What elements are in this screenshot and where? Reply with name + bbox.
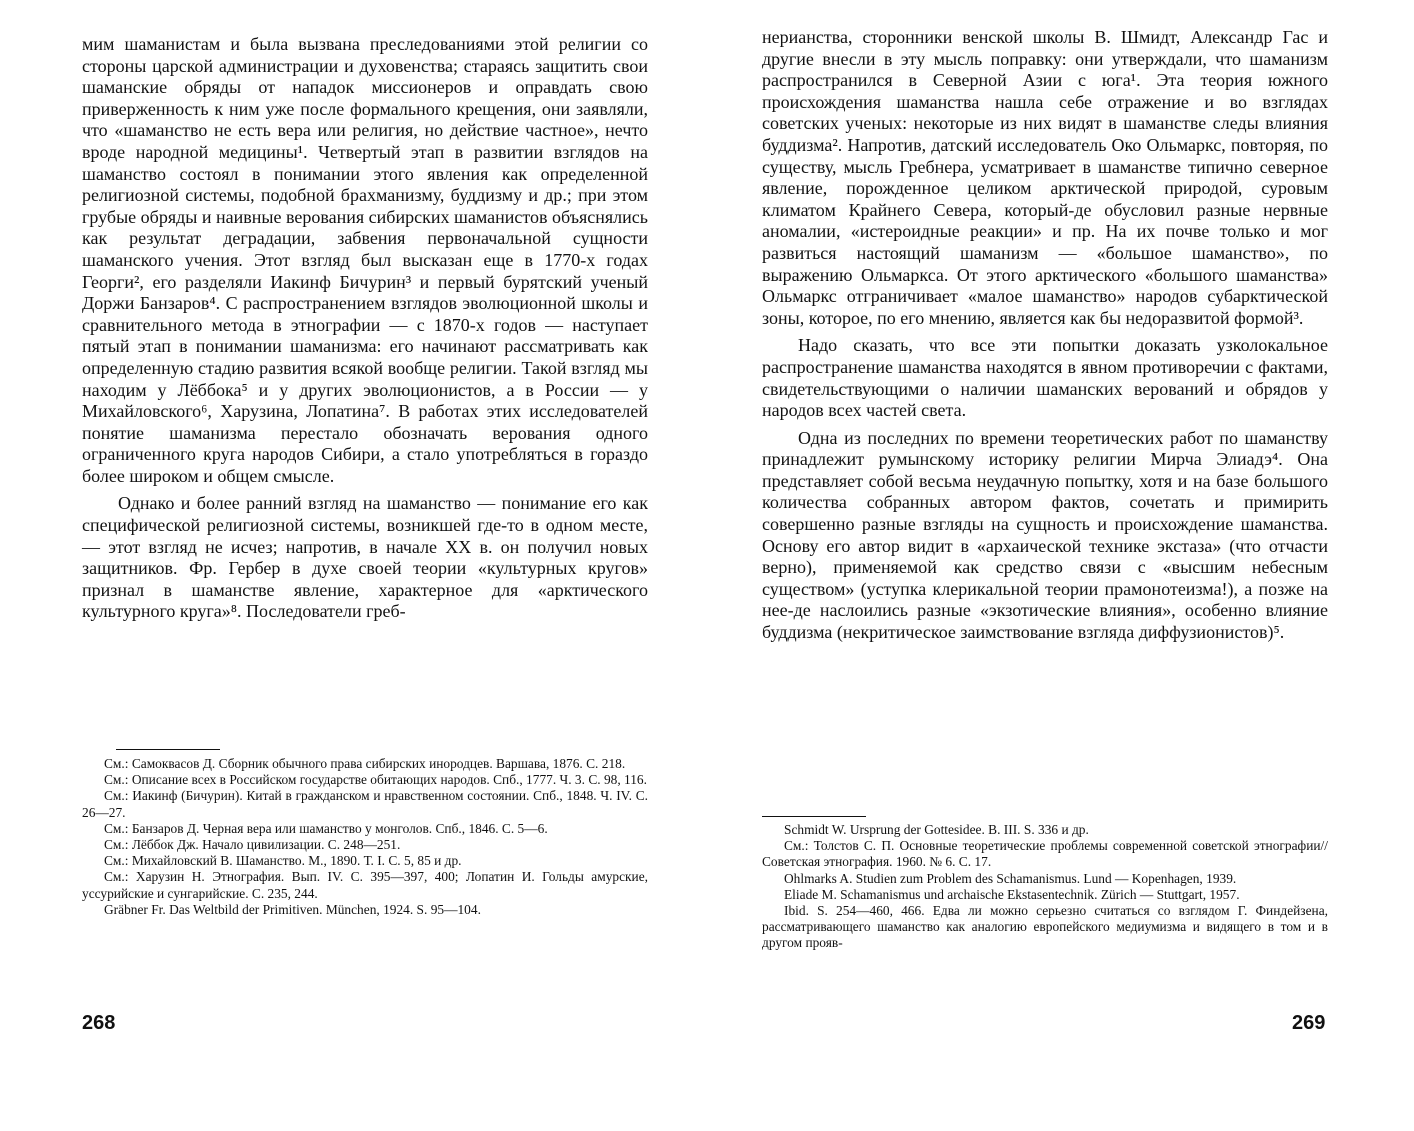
footnote: См.: Лёббок Дж. Начало цивилизации. С. 248—251. xyxy=(104,837,401,853)
right-page-body xyxy=(762,27,1328,644)
footnote: Ohlmarks A. Studien zum Problem des Schamanismus. Lund — Kopenhagen, 1939. xyxy=(784,870,1237,886)
footnote-rule xyxy=(762,816,866,817)
page-number: 269 xyxy=(1292,1012,1326,1034)
footnote: См.: Самоквасов Д. Сборник обычного права сибирских инородцев. Варшава, 1876. С. 218. xyxy=(104,756,626,771)
footnote: См.: Иакинф (Бичурин). Китай в гражданском и нравственном состоянии. Спб., 1848. Ч. IV. С. 26—27. xyxy=(82,788,648,820)
body-paragraph: Одна из последних по времени теоретических работ по шаманству принадлежит румынскому историку религии Мирча Элиадэ⁴. Она представляет собой весьма неудачную попытку, хотя и на базе большого количества собранных автором фактов, сочетать и примирить совершенно разные взгляды на сущность и происхождение шаманства. Основу его автор видит в «архаической технике экстаза» (что отчасти верно), применяемой как средство связи с «высшим небесным существом» (уступка клерикальной теории прамонотеизма!), а позже на нее-де наслоились разные «экзотические влияния», особенно влияние буддизма (некритическое заимствование взгляда диффузионистов)⁵. xyxy=(762,427,1328,643)
left-page-body xyxy=(82,34,648,623)
footnote: Ibid. S. 254—460, 466. Едва ли можно серьезно считаться со взглядом Г. Финдейзена, рассматривающего шаманство как аналогию европейского медиумизма и видящего в том и в другом прояв- xyxy=(762,903,1328,951)
right-footnotes xyxy=(762,822,1328,952)
page-number: 268 xyxy=(82,1012,116,1034)
footnote: Eliade M. Schamanismus und archaische Ekstasentechnik. Zürich — Stuttgart, 1957. xyxy=(784,886,1240,902)
footnote-rule xyxy=(116,749,220,750)
body-paragraph: Однако и более ранний взгляд на шаманство — понимание его как специфической религиозной системы, возникшей где-то в одном месте, — этот взгляд не исчез; напротив, в начале XX в. он получил новых защитников. Фр. Гербер в духе своей теории «культурных кругов» признал в шаманстве явление, характерное для «арктического культурного круга»⁸. Последователи греб- xyxy=(82,493,648,622)
body-paragraph: нерианства, сторонники венской школы В. Шмидт, Александр Гас и другие внесли в эту мысль поправку: они утверждали, что шаманизм распространился в Северной Азии с юга¹. Эта теория южного происхождения шаманства нашла себе отражение и во взглядах советских ученых: некоторые из них видят в шаманстве следы влияния буддизма². Напротив, датский исследователь Око Ольмаркс, повторяя, по существу, мысль Гребнера, усматривает в шаманстве типично северное явление, порожденное целиком арктической природой, суровым климатом Крайнего Севера, который-де обусловил разные нервные аномалии, «истероидные реакции» и пр. На их почве только и мог развиться настоящий шаманизм — «большое шаманство», по выражению Ольмаркса. От этого арктического «большого шаманства» Ольмаркс отграничивает «малое шаманство» народов субарктической зоны, которое, по его мнению, является как бы недоразвитой формой³. xyxy=(762,27,1328,328)
footnote: Schmidt W. Ursprung der Gottesidee. B. III. S. 336 и др. xyxy=(784,822,1089,837)
footnote: Gräbner Fr. Das Weltbild der Primitiven. München, 1924. S. 95—104. xyxy=(104,901,481,917)
footnote: См.: Михайловский В. Шаманство. М., 1890. Т. I. С. 5, 85 и др. xyxy=(104,853,462,869)
body-paragraph: мим шаманистам и была вызвана преследованиями этой религии со стороны царской администрации и духовенства; стараясь защитить свои шаманские обряды от нападок миссионеров и оправдать свою приверженность к ним уже после формального крещения, они заявляли, что «шаманство не есть вера или религия, но действие частное», нечто вроде народной медицины¹. Четвертый этап в развитии взглядов на шаманство состоял в понимании этого явления как определенной религиозной системы, подобной брахманизму, буддизму и др.; при этом грубые обряды и наивные верования сибирских шаманистов объяснялись как результат деградации, забвения первоначальной сущности шаманского учения. Этот взгляд был высказан еще в 1770-х годах Георги², его разделяли Иакинф Бичурин³ и первый бурятский ученый Доржи Банзаров⁴. С распространением взглядов эволюционной школы и сравнительного метода в этнографии — с 1870-х годов — наступает пятый этап в понимании шаманизма: его начинают рассматривать как определенную стадию развития всякой вообще религии. Такой взгляд мы находим у Лёббока⁵ и у других эволюционистов, а в России — у Михайловского⁶, Харузина, Лопатина⁷. В работах этих исследователей понятие шаманизма перестало обозначать верования одного ограниченного круга народов Сибири, а стало употребляться в гораздо более широком и общем смысле. xyxy=(82,34,648,486)
footnote: См.: Толстов С. П. Основные теоретические проблемы современной советской этнографии//Советская этнография. 1960. № 6. С. 17. xyxy=(762,838,1328,870)
left-footnotes xyxy=(82,756,648,918)
footnote: См.: Харузин Н. Этнография. Вып. IV. С. 395—397, 400; Лопатин И. Гольды амурские, уссурийские и сунгарийские. С. 235, 244. xyxy=(82,869,648,901)
footnote: См.: Банзаров Д. Черная вера или шаманство у монголов. Спб., 1846. С. 5—6. xyxy=(104,820,548,836)
footnote: См.: Описание всех в Российском государстве обитающих народов. Спб., 1777. Ч. 3. С. 98, 116. xyxy=(104,772,647,788)
body-paragraph: Надо сказать, что все эти попытки доказать узколокальное распространение шаманства находятся в явном противоречии с фактами, свидетельствующими о наличии шаманских верований и обрядов у народов всех частей света. xyxy=(762,335,1328,421)
